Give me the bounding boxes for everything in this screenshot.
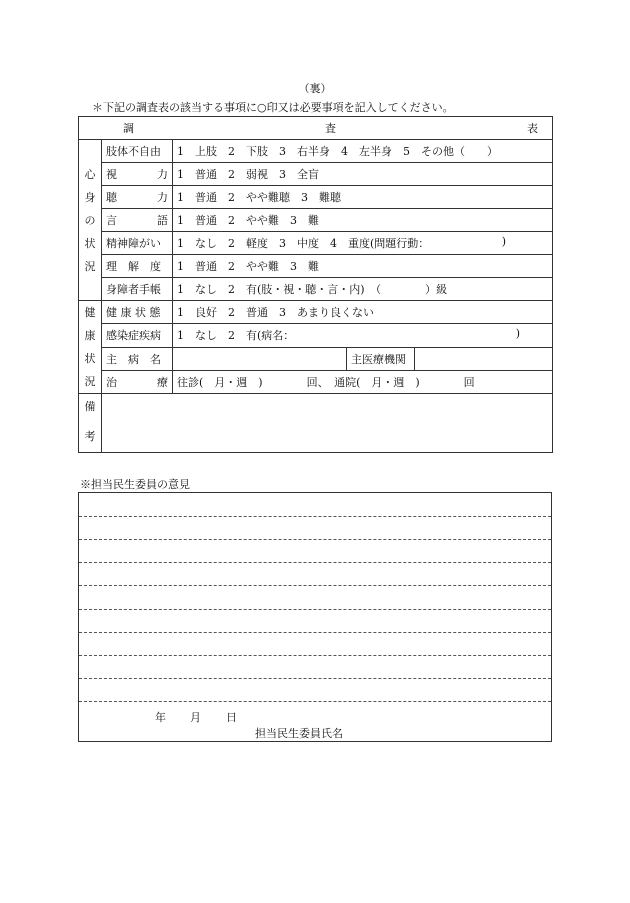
- header-cell-2: 査: [325, 122, 337, 135]
- date-day: 日: [226, 711, 237, 724]
- date-year: 年: [155, 711, 166, 724]
- opinion-line: [79, 562, 551, 563]
- header-cell-3: 表: [527, 122, 539, 135]
- value-limb[interactable]: 1 上肢 2 下肢 3 右半身 4 左半身 5 その他（ ）: [173, 140, 553, 163]
- value-infection[interactable]: 1 なし 2 有(病名： ): [173, 324, 553, 347]
- row-hearing: [79, 186, 553, 209]
- label-speech: 言 語: [102, 209, 173, 232]
- opinion-line: [79, 585, 551, 586]
- value-speech[interactable]: 1 普通 2 やや難 3 難: [173, 209, 553, 232]
- header-cell-1: 調: [123, 122, 134, 135]
- group-label-health: 健 康 状 況: [79, 301, 102, 394]
- label-treatment: 治 療: [102, 370, 173, 393]
- opinion-line: [79, 539, 551, 540]
- survey-table: [78, 116, 553, 453]
- row-comprehension: [79, 255, 553, 278]
- date-month: 月: [190, 711, 201, 724]
- row-disease: [79, 347, 553, 370]
- group-label-notes: 備 考: [79, 394, 102, 453]
- label-comprehension: 理 解 度: [102, 255, 173, 278]
- row-health: [79, 301, 553, 324]
- label-infection: 感染症疾病: [102, 324, 173, 347]
- value-comprehension[interactable]: 1 普通 2 やや難 3 難: [173, 255, 553, 278]
- opinion-line: [79, 701, 551, 702]
- opinion-line: [79, 678, 551, 679]
- table-header-row: [79, 117, 553, 140]
- opinion-line: [79, 632, 551, 633]
- value-treatment[interactable]: 往診( 月・週 ) 回、 通院( 月・週 ) 回: [173, 370, 553, 393]
- group-label-mind: 心 身 の 状 況: [79, 140, 102, 301]
- value-vision[interactable]: 1 普通 2 弱視 3 全盲: [173, 163, 553, 186]
- value-hearing[interactable]: 1 普通 2 やや難聴 3 難聴: [173, 186, 553, 209]
- page-marker: （裏）: [298, 82, 332, 95]
- row-notes: [79, 394, 553, 453]
- instruction-text: ＊下記の調査表の該当する事項に○印又は必要事項を記入してください。: [92, 101, 454, 114]
- value-mental[interactable]: 1 なし 2 軽度 3 中度 4 重度(問題行動： ): [173, 232, 553, 255]
- value-handbook[interactable]: 1 なし 2 有(肢・視・聴・言・内) （ ）級: [173, 278, 553, 301]
- opinion-title: ※担当民生委員の意見: [80, 478, 190, 491]
- label-health: 健 康 状 態: [102, 301, 173, 324]
- opinion-line: [79, 609, 551, 610]
- row-vision: [79, 163, 553, 186]
- value-disease[interactable]: [173, 347, 347, 370]
- signature-label: 担当民生委員氏名: [255, 727, 343, 740]
- label-limb: 肢体不自由: [102, 140, 173, 163]
- value-health[interactable]: 1 良好 2 普通 3 あまり良くない: [173, 301, 553, 324]
- row-mental: [79, 232, 553, 255]
- opinion-line: [79, 516, 551, 517]
- label-handbook: 身障者手帳: [102, 278, 173, 301]
- row-infection: [79, 324, 553, 347]
- opinion-line: [79, 655, 551, 656]
- row-limb: [79, 140, 553, 163]
- opinion-box[interactable]: [78, 492, 552, 742]
- label-doctor: 主医療機関: [347, 347, 415, 370]
- row-handbook: [79, 278, 553, 301]
- row-speech: [79, 209, 553, 232]
- value-doctor[interactable]: [415, 347, 553, 370]
- value-notes[interactable]: [102, 394, 553, 453]
- row-treatment: [79, 370, 553, 393]
- label-mental: 精神障がい: [102, 232, 173, 255]
- label-hearing: 聴 力: [102, 186, 173, 209]
- label-vision: 視 力: [102, 163, 173, 186]
- label-disease: 主 病 名: [102, 347, 173, 370]
